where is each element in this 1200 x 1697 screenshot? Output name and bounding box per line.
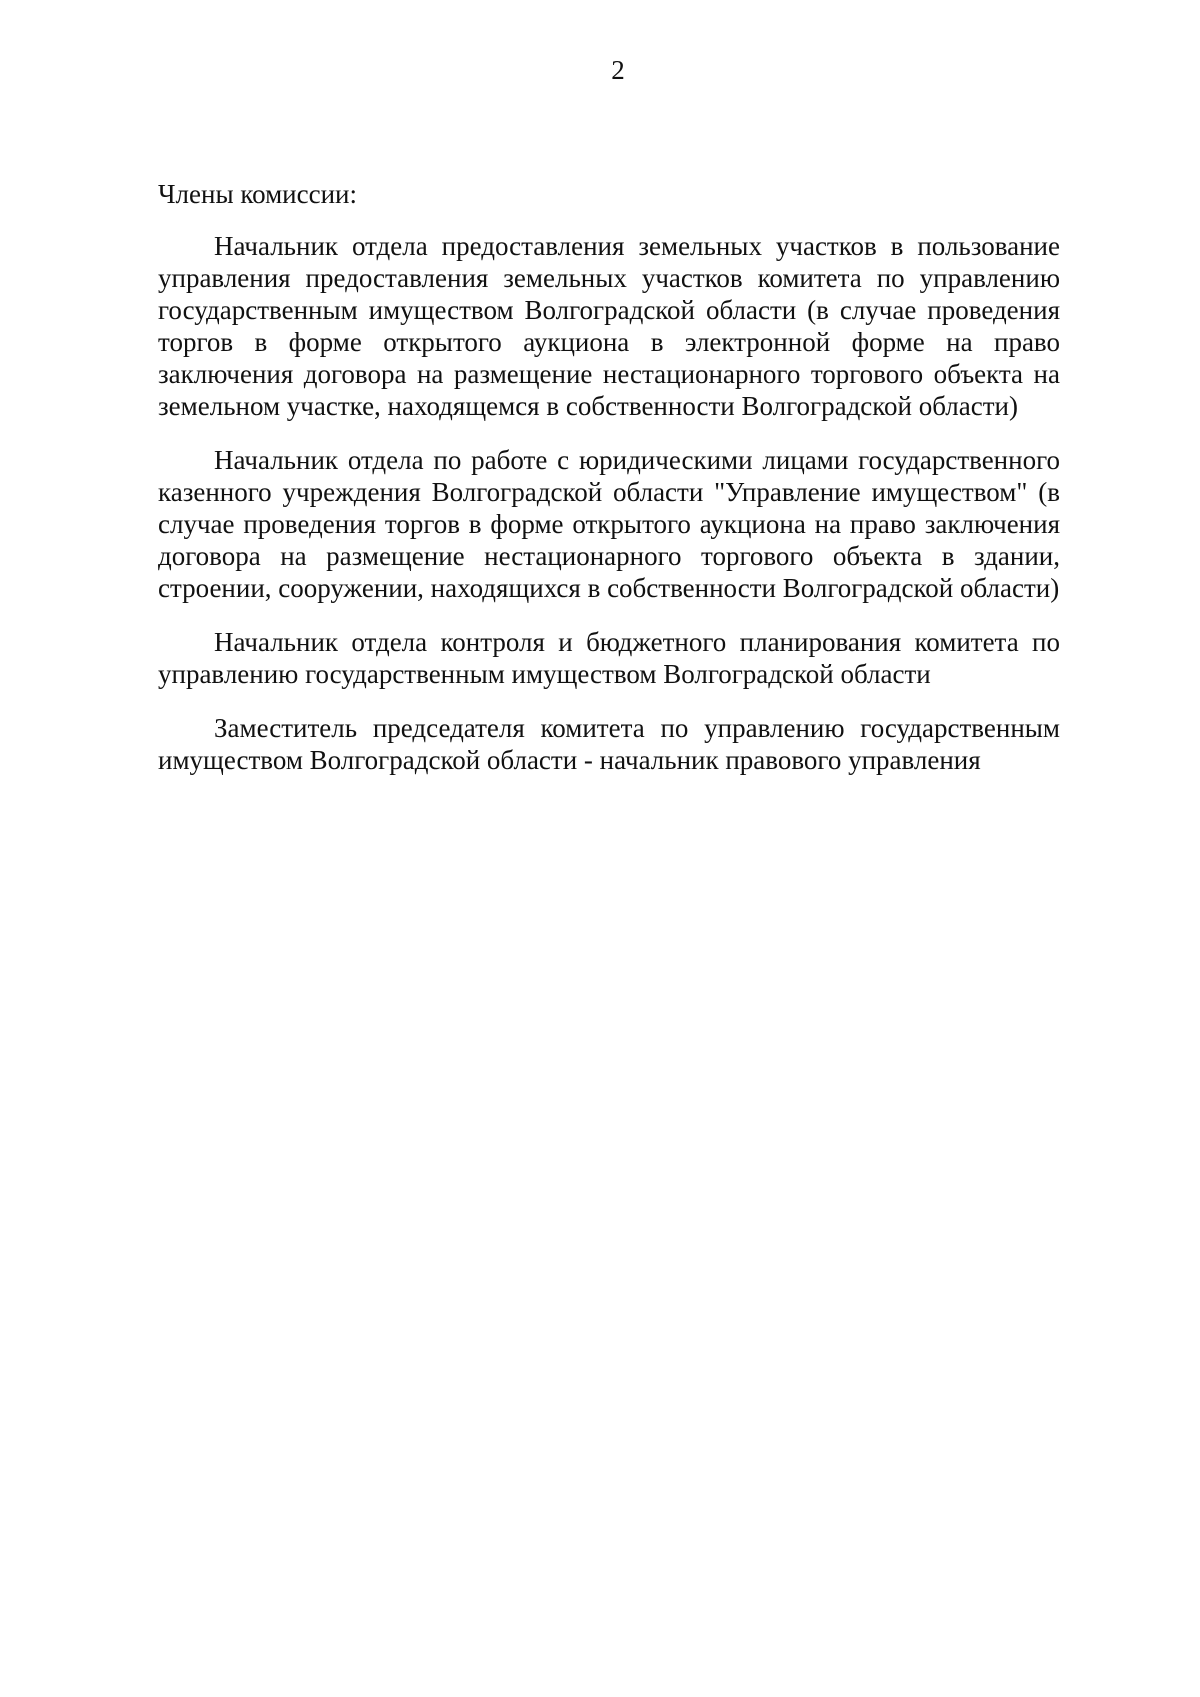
member-entry-budget-control-dept: Начальник отдела контроля и бюджетного планирования комитета по управлению государственным имуществом Волгоградской области (158, 627, 1060, 689)
commission-members-heading: Члены комиссии: (158, 179, 357, 209)
member-entry-legal-entities-dept: Начальник отдела по работе с юридическими лицами государственного казенного учреждения Волгоградской области "Управление имуществом" (в случае проведения торгов в форме открытого аукциона на право заключения договора на размещение нестационарного торгового объекта в здании, строении, сооружении, находящихся в собственности Волгоградской области) (158, 445, 1060, 603)
page-number: 2 (611, 55, 625, 85)
document-body (158, 178, 1060, 798)
member-entry-deputy-chairman: Заместитель председателя комитета по управлению государственным имуществом Волгоградской области - начальник правового управления (158, 713, 1060, 775)
member-entry-land-plots-dept: Начальник отдела предоставления земельных участков в пользование управления предоставления земельных участков комитета по управлению государственным имуществом Волгоградской области (в случае проведения торгов в форме открытого аукциона в электронной форме на право заключения договора на размещение нестационарного торгового объекта на земельном участке, находящемся в собственности Волгоградской области) (158, 231, 1060, 421)
